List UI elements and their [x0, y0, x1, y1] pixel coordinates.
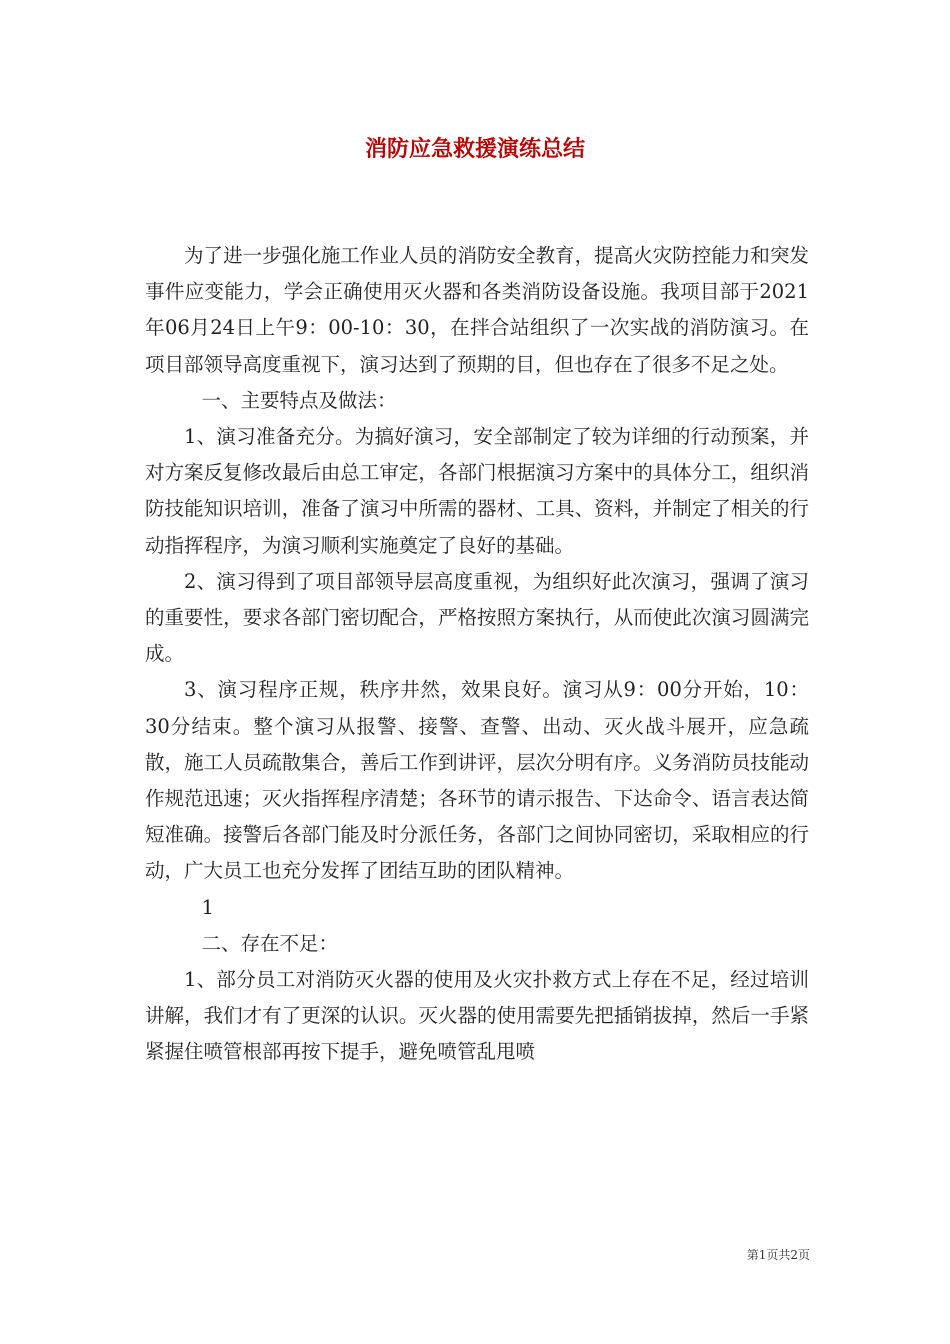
section-heading-features: 一、主要特点及做法：: [201, 388, 397, 412]
inline-page-number: 1: [201, 895, 214, 919]
intro-paragraph: 为了进一步强化施工作业人员的消防安全教育，提高火灾防控能力和突发事件应变能力，学会正确使用灭火器和各类消防设备设施。我项目部于2021年06月24日上午9：00-10：30，在拌合站组织了一次实战的消防演习。在项目部领导高度重视下，演习达到了预期的目，但也存在了很多不足之处。: [145, 244, 809, 376]
section-heading-shortcomings: 二、存在不足：: [201, 931, 339, 955]
document-body: [145, 238, 809, 1071]
feature-paragraph-2: 2、演习得到了项目部领导层高度重视，为组织好此次演习，强调了演习的重要性，要求各部门密切配合，严格按照方案执行，从而使此次演习圆满完成。: [145, 569, 809, 666]
feature-paragraph-1: 1、演习准备充分。为搞好演习，安全部制定了较为详细的行动预案，并对方案反复修改最后由总工审定，各部门根据演习方案中的具体分工，组织消防技能知识培训，准备了演习中所需的器材、工具、资料，并制定了相关的行动指挥程序，为演习顺利实施奠定了良好的基础。: [145, 425, 809, 557]
document-title: 消防应急救援演练总结: [364, 136, 585, 162]
feature-paragraph-3: 3、演习程序正规，秩序井然，效果良好。演习从9：00分开始，10：30分结束。整个演习从报警、接警、查警、出动、灭火战斗展开，应急疏散，施工人员疏散集合，善后工作到讲评，层次分明有序。义务消防员技能动作规范迅速；灭火指挥程序清楚；各环节的请示报告、下达命令、语言表达简短准确。接警后各部门能及时分派任务，各部门之间协同密切，采取相应的行动，广大员工也充分发挥了团结互助的团队精神。: [145, 678, 809, 883]
page-footer: 第1页共2页: [746, 1248, 810, 1262]
shortcoming-paragraph-1: 1、部分员工对消防灭火器的使用及火灾扑救方式上存在不足，经过培训讲解，我们才有了更深的认识。灭火器的使用需要先把插销拔掉，然后一手紧紧握住喷管根部再按下提手，避免喷管乱甩喷: [145, 968, 809, 1064]
